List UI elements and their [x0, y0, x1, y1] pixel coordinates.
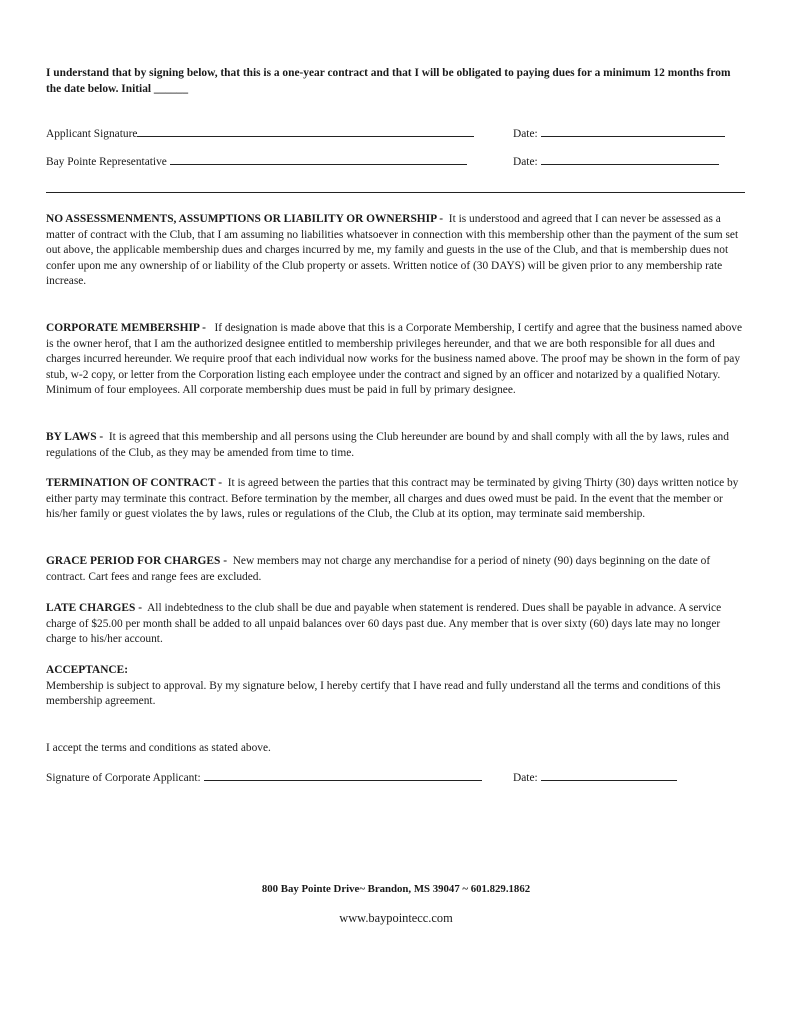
corporate-date-label: Date: [513, 772, 541, 784]
corporate-signature-line [46, 769, 482, 785]
section-assessments [46, 212, 746, 290]
representative-signature-label: Bay Pointe Representative [46, 156, 170, 168]
section-heading: ACCEPTANCE: [46, 664, 129, 676]
representative-date-line [513, 153, 719, 169]
section-body: If designation is made above that this is a Corporate Membership, I certify and agree that the business named above is the owner herof, that I am the authorized designee entitled to membership privileges hereunder, and that we are both responsible for all dues and charges incurred hereunder. We require proof that each individual now works for the business named above. The proof may be shown in the form of pay stub, w-2 copy, or letter from the Corporation listing each employee under the contract and signed by an officer and notarized by a qualified Notary. Minimum of four employees. All corporate membership dues must be paid in full by primary designee. [46, 322, 743, 397]
corporate-date-line [513, 769, 677, 785]
section-heading: LATE CHARGES - [46, 602, 142, 614]
section-heading: GRACE PERIOD FOR CHARGES - [46, 555, 227, 567]
section-body: New members may not charge any merchandise for a period of ninety (90) days beginning on the date of contract. Cart fees and range fees are excluded. [46, 555, 711, 583]
section-body: It is understood and agreed that I can never be assessed as a matter of contract with the Club, that I am assuming no liabilities whatsoever in connection with this membership other than the payment of the sum set out above, the applicable membership dues and charges incurred by me, my family and guests in the use of the Club, and that is membership dues not confer upon me any ownership of or liability of the Club property or assets. Written notice of (30 DAYS) will be given prior to any membership rate increase. [46, 213, 739, 288]
section-body: It is agreed between the parties that this contract may be terminated by giving Thirty (30) days written notice by either party may terminate this contract. Before termination by the member, all charges and dues owed must be paid. In the event that the member or his/her family or guest violates the by laws, rules or regulations of the Club, the Club at its option, may terminate said membership. [46, 477, 739, 521]
applicant-signature-label: Applicant Signature [46, 128, 138, 140]
applicant-signature-field[interactable] [137, 125, 474, 137]
section-grace-period [46, 554, 746, 585]
section-heading: CORPORATE MEMBERSHIP - [46, 322, 206, 334]
section-corporate-membership [46, 321, 746, 399]
section-body: Membership is subject to approval. By my signature below, I hereby certify that I have read and fully understand all the terms and conditions of this membership agreement. [46, 679, 721, 708]
section-body: All indebtedness to the club shall be due and payable when statement is rendered. Dues shall be payable in advance. A service charge of $25.00 per month shall be added to all unpaid balances over 60 days past due. Any member that is over sixty (60) days late may no longer charge to his/her account. [46, 602, 722, 646]
representative-date-field[interactable] [541, 153, 719, 165]
applicant-date-line [513, 125, 725, 141]
representative-date-label: Date: [513, 156, 541, 168]
section-divider [46, 192, 745, 193]
section-acceptance [46, 663, 746, 710]
corporate-signature-label: Signature of Corporate Applicant: [46, 772, 204, 784]
section-termination [46, 476, 746, 523]
intro-statement: I understand that by signing below, that this is a one-year contract and that I will be obligated to paying dues for a minimum 12 months from the date below. Initial ______ [46, 67, 731, 95]
section-late-charges [46, 601, 746, 648]
corporate-signature-field[interactable] [204, 769, 482, 781]
section-by-laws [46, 430, 746, 461]
section-heading: NO ASSESSMENMENTS, ASSUMPTIONS OR LIABILITY OR OWNERSHIP - [46, 213, 444, 225]
representative-signature-field[interactable] [170, 153, 467, 165]
applicant-date-field[interactable] [541, 125, 725, 137]
corporate-date-field[interactable] [541, 769, 677, 781]
section-body: It is agreed that this membership and all persons using the Club hereunder are bound by and shall comply with all the by laws, rules and regulations of the Club, as they may be amended from time to time. [46, 431, 729, 459]
accept-terms-statement: I accept the terms and conditions as stated above. [46, 742, 271, 754]
applicant-signature-line [46, 125, 474, 141]
section-heading: BY LAWS - [46, 431, 104, 443]
section-heading: TERMINATION OF CONTRACT - [46, 477, 223, 489]
applicant-date-label: Date: [513, 128, 541, 140]
representative-signature-line [46, 153, 467, 169]
footer-website: www.baypointecc.com [339, 911, 453, 925]
footer-address: 800 Bay Pointe Drive~ Brandon, MS 39047 ~ 601.829.1862 [261, 883, 531, 895]
